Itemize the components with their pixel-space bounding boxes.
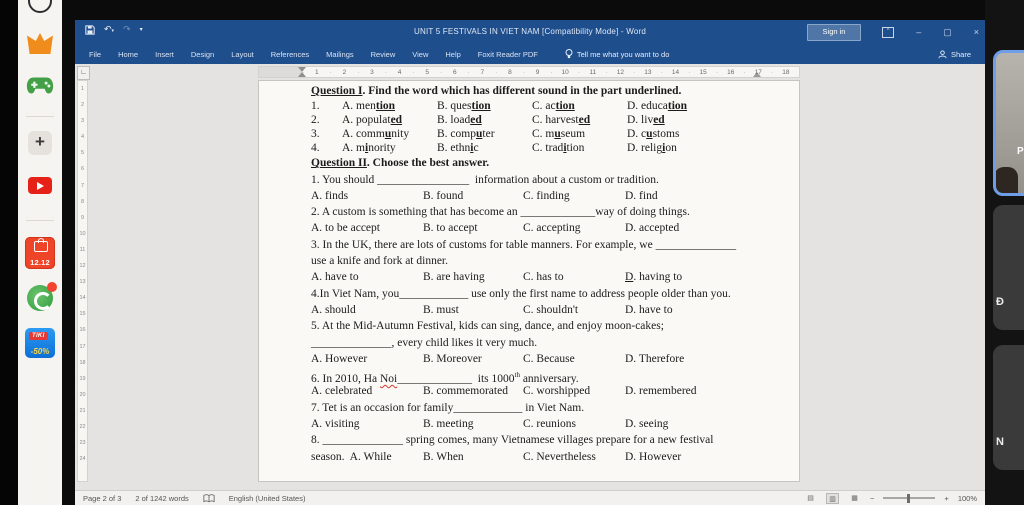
tiki-sale-icon[interactable] [25,328,55,358]
shopee-sale-icon[interactable] [25,237,55,269]
document-line [311,141,759,155]
answer-option: D. religion [627,142,677,155]
document-line [311,351,759,367]
answer-option: B. must [423,303,459,316]
title-bar [75,20,985,44]
zoom-out-button[interactable]: − [870,493,875,503]
answer-option: C. action [532,100,575,113]
ruler-number: 8 [80,198,85,205]
tiki-discount-label: -50% [30,347,50,356]
print-layout-icon[interactable]: ▥ [826,493,839,504]
ribbon-tab-foxit-reader-pdf[interactable]: Foxit Reader PDF [477,49,538,59]
document-line [311,127,759,141]
ruler-number: · 17 [745,67,773,77]
answer-option: B. ethnic [437,142,479,155]
answer-option: C. Nevertheless [523,450,596,463]
customize-qat-icon[interactable]: ▾ [139,27,143,33]
answer-option: C. worshipped [523,385,591,398]
ribbon-tab-help[interactable]: Help [445,49,461,59]
ruler-number: 16 [79,327,86,334]
answer-option: B. Moreover [423,352,482,365]
read-mode-icon[interactable]: ▤ [807,494,814,502]
question-heading: Question II. Choose the best answer. [311,157,490,170]
ruler-number: 24 [79,456,86,463]
answer-option: D. having to [625,271,683,284]
participants-panel [985,0,1024,505]
answer-option: A. celebrated [311,385,373,398]
document-line [311,188,759,204]
answer-option: C. shouldn't [523,303,579,316]
answer-option: A. community [342,128,410,141]
ruler-number: · 5 [413,67,441,77]
document-line [311,220,759,236]
profile-ring-icon[interactable] [28,0,52,13]
participant-tile[interactable] [993,50,1024,196]
ruler-number: 23 [79,440,86,447]
answer-option: A. minority [342,142,396,155]
document-line: 1. You should ________________ information about a custom or tradition. [311,173,659,186]
answer-option: C. has to [523,271,564,284]
document-line [311,302,759,318]
proofing-icon[interactable] [203,494,215,503]
ruler-number: · 3 [358,67,386,77]
participant-tile[interactable] [993,345,1024,470]
document-line [311,383,759,399]
ruler-number: 4 [80,134,85,141]
answer-option: A. to be accept [311,222,380,235]
ruler-number: 20 [79,391,86,398]
sidebar-divider [26,116,54,117]
ruler-number: · 10 [551,67,579,77]
ribbon-tab-references[interactable]: References [270,49,310,59]
ruler-number: 2 [80,102,85,109]
zoom-in-button[interactable]: + [944,493,949,503]
answer-option: D. Therefore [625,352,685,365]
answer-option: B. to accept [423,222,478,235]
ruler-number: · 6 [441,67,469,77]
document-line [311,416,759,432]
word-window [75,20,985,505]
answer-option: B. commemorated [423,385,508,398]
answer-option: D. lived [627,114,665,127]
ruler-number: 1 [80,86,85,92]
ribbon-tab-review[interactable]: Review [370,49,396,59]
ruler-number: · 13 [634,67,662,77]
shopping-bag-icon [34,241,48,252]
tab-selector[interactable]: ∟ [77,66,90,80]
ruler-number: 19 [79,375,86,382]
ruler-number: 3 [80,118,85,125]
restore-button[interactable]: ▢ [943,26,952,37]
page-indicator[interactable]: Page 2 of 3 [83,493,122,503]
answer-option: 2. [311,114,320,127]
ruler-number: 9 [80,214,85,221]
ruler-number: 5 [80,150,85,157]
ruler-number: · 18 [772,67,800,77]
answer-option: C. accepting [523,222,581,235]
zoom-slider[interactable] [883,497,935,499]
participant-name: N [996,436,1004,448]
close-button[interactable]: × [973,27,979,37]
ruler-number: 13 [79,279,86,286]
answer-option: C. reunions [523,418,577,431]
tiki-logo: TIKI [29,332,48,340]
ruler-margin-zone [259,67,301,77]
ruler-number: 10 [79,230,86,237]
ruler-number: 15 [79,311,86,318]
document-line: 3. In the UK, there are lots of customs for table manners. For example, we ______________ [311,238,737,251]
answer-option: B. found [423,189,464,202]
ribbon-tab-layout[interactable]: Layout [231,49,254,59]
ruler-number: · 16 [717,67,745,77]
status-bar [75,490,985,505]
answer-option: D. customs [627,128,680,141]
ruler-number: · 14 [662,67,690,77]
ribbon-tab-mailings[interactable]: Mailings [326,49,354,59]
answer-option: C. harvested [532,114,591,127]
ruler-number: · 9 [524,67,552,77]
answer-option: B. computer [437,128,495,141]
document-line: 7. Tet is an occasion for family____________ in Viet Nam. [311,401,585,414]
ribbon-tab-design[interactable]: Design [190,49,215,59]
answer-option: D. have to [625,303,673,316]
answer-option: A. populated [342,114,403,127]
ribbon-tab-insert[interactable]: Insert [155,49,174,59]
ruler-number: 14 [79,295,86,302]
ruler-number: · 11 [579,67,607,77]
participant-name: P [1017,146,1024,157]
word-count[interactable]: 2 of 1242 words [135,493,189,503]
document-line: 8. ______________ spring comes, many Vietnamese villages prepare for a new festival [311,434,714,447]
answer-option: A. finds [311,189,349,202]
document-line [311,269,759,285]
ruler-number: · 4 [386,67,414,77]
zoom-level[interactable]: 100% [957,493,977,503]
answer-option: C. Because [523,352,575,365]
ruler-number: · 8 [496,67,524,77]
answer-option: D. seeing [625,418,669,431]
ruler-number: 12 [79,263,86,270]
answer-option: B. When [423,450,464,463]
participant-silhouette [994,167,1018,196]
answer-option: 1. [311,100,320,113]
answer-option: D. accepted [625,222,680,235]
document-page[interactable] [258,80,800,482]
gamepad-icon[interactable] [25,75,55,95]
document-area [75,64,985,490]
web-layout-icon[interactable]: ▦ [851,494,858,502]
answer-option: season. A. While [311,450,392,463]
youtube-icon[interactable] [28,177,52,194]
ruler-number: 11 [79,246,86,253]
ribbon-tab-file[interactable]: File [89,49,102,59]
horizontal-ruler [258,66,800,78]
add-button[interactable]: + [28,131,52,155]
answer-option: B. question [437,100,491,113]
answer-option: 4. [311,142,320,155]
ribbon-display-options-icon[interactable]: ^ [882,27,894,38]
answer-option: A. mention [342,100,396,113]
answer-option: D. education [627,100,688,113]
ruler-number: 6 [80,166,85,173]
share-button[interactable]: Share [938,50,971,59]
answer-option: 3. [311,128,320,141]
ruler-number: · 7 [469,67,497,77]
notification-badge [47,282,57,292]
document-line [311,113,759,127]
answer-option: B. meeting [423,418,474,431]
document-line: 2. A custom is something that has become an _____________way of doing things. [311,206,690,219]
vertical-ruler [77,80,88,482]
green-app-icon[interactable] [27,285,53,311]
ruler-number: · 15 [689,67,717,77]
ruler-number: 22 [79,423,86,430]
answer-option: B. loaded [437,114,482,127]
answer-option: A. However [311,352,368,365]
ruler-number: · 2 [331,67,359,77]
document-line: 4.In Viet Nam, you____________ use only the first name to address people older than you. [311,287,731,300]
ruler-number: · 12 [607,67,635,77]
document-line: 6. In 2010, Ha Noi_____________ its 1000th anniversary. [311,371,579,385]
lightbulb-icon [565,49,573,59]
answer-option: C. tradition [532,142,585,155]
ruler-number: · 1 [303,67,331,77]
ribbon-tab-view[interactable]: View [412,49,429,59]
zoom-slider-thumb[interactable] [907,494,910,503]
ruler-number: 18 [79,359,86,366]
document-line [311,99,759,113]
answer-option: D. find [625,189,658,202]
utility-sidebar [18,0,62,505]
language-indicator[interactable]: English (United States) [228,493,306,503]
document-title: UNIT 5 FESTIVALS IN VIET NAM [Compatibility Mode] - Word [413,27,646,36]
window-controls [882,20,979,44]
tell-me-box[interactable]: Tell me what you want to do [565,49,670,59]
sidebar-divider [26,220,54,221]
left-black-strip [0,0,18,505]
answer-option: A. visiting [311,418,360,431]
participant-name: Đ [996,296,1004,308]
document-line: 5. At the Mid-Autumn Festival, kids can sing, dance, and enjoy moon-cakes; [311,320,664,333]
ruler-number: 21 [79,407,86,414]
undo-icon[interactable]: ↶▾ [104,24,115,34]
answer-option: A. should [311,303,356,316]
answer-option: C. museum [532,128,586,141]
sign-in-button[interactable]: Sign in [807,24,861,41]
shopee-sale-label: 12.12 [30,258,50,267]
answer-option: B. are having [423,271,485,284]
ruler-number: 7 [80,182,85,189]
redo-icon[interactable]: ↷ [123,24,131,34]
document-line: use a knife and fork at dinner. [311,255,448,268]
ruler-number: 17 [79,343,86,350]
ribbon-tab-home[interactable]: Home [118,49,139,59]
ribbon-tab-bar [75,44,985,64]
minimize-button[interactable]: – [916,27,922,37]
question-heading: Question I. Find the word which has different sound in the part underlined. [311,85,682,97]
document-line: ______________, every child likes it very much. [311,336,538,349]
crown-icon[interactable] [27,33,53,54]
answer-option: C. finding [523,189,570,202]
answer-option: A. have to [311,271,359,284]
participant-tile[interactable] [993,205,1024,330]
answer-option: D. However [625,450,682,463]
document-line [311,449,759,465]
answer-option: D. remembered [625,385,697,398]
person-icon [938,50,947,59]
